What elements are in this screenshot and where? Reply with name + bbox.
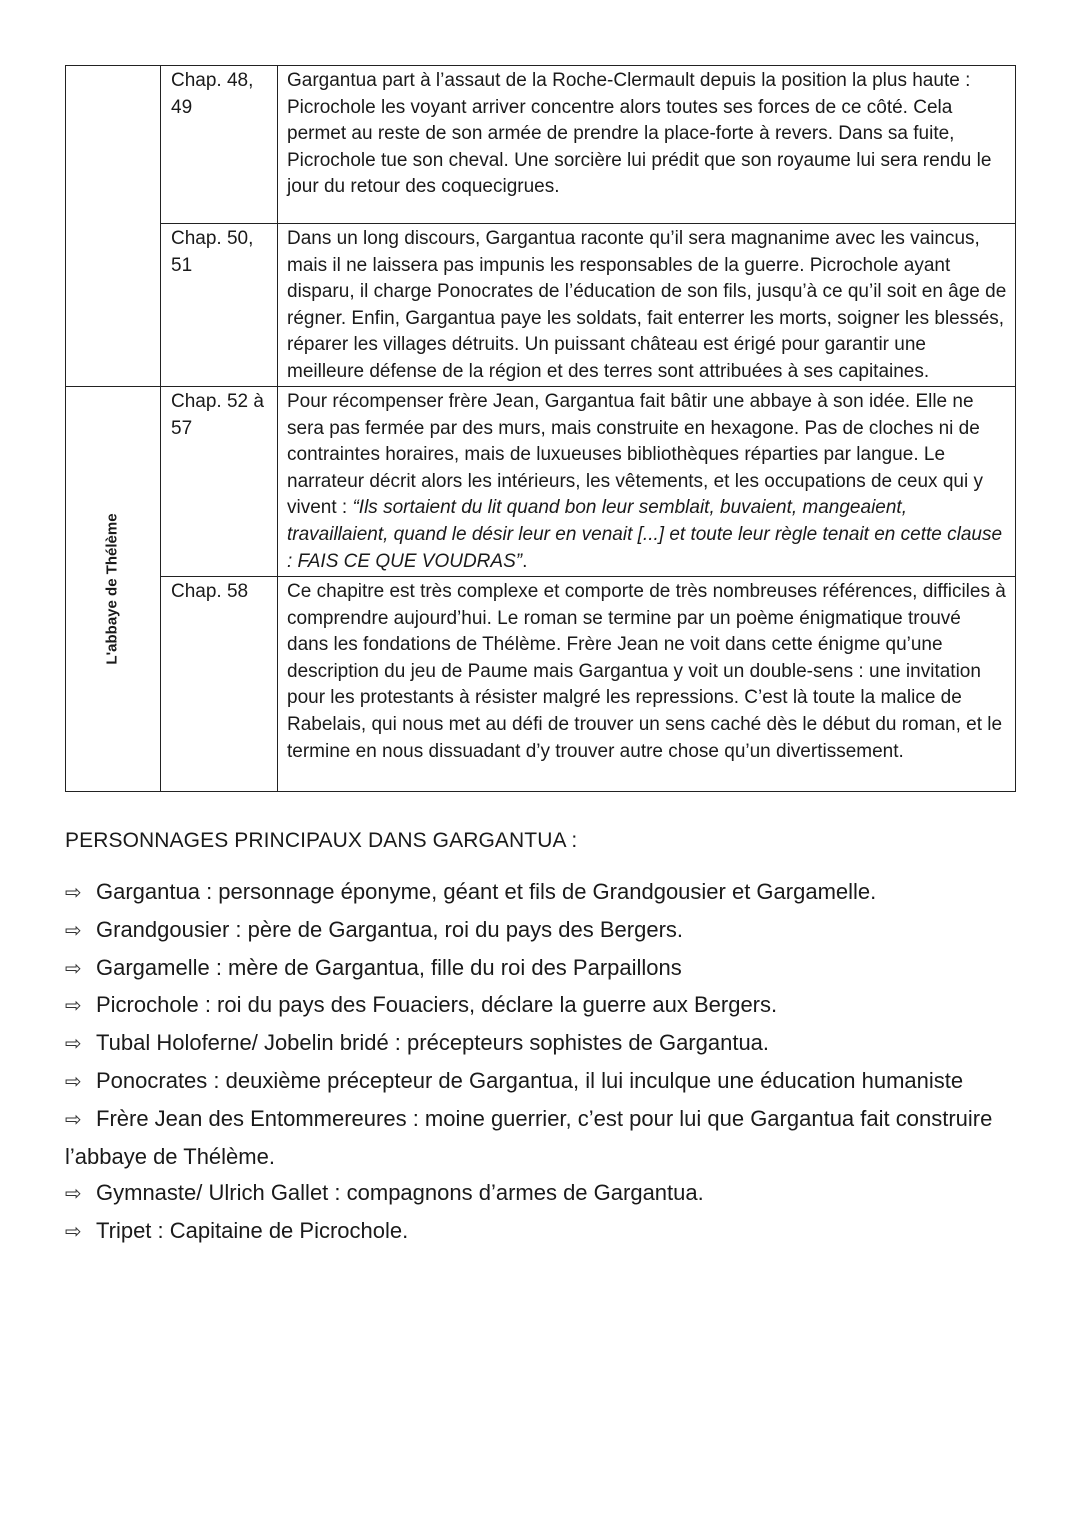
summary-cell — [278, 387, 1016, 577]
right-arrow-icon: ⇨ — [65, 957, 82, 980]
right-arrow-icon: ⇨ — [65, 1070, 82, 1093]
summary-quote: “Ils sortaient du lit quand bon leur semblait, buvaient, mangeaient, travaillaient, quand le désir leur en venait [...] et toute leur règle tenait en cette clause : FAIS CE QUE VOUDRAS” — [287, 497, 1003, 572]
character-entry: Tubal Holoferne/ Jobelin bridé : précepteurs sophistes de Gargantua. — [96, 1030, 770, 1056]
right-arrow-icon: ⇨ — [65, 995, 82, 1018]
list-item — [65, 1025, 1025, 1063]
table-row — [66, 387, 1016, 577]
summary-cell: Ce chapitre est très complexe et comporte de très nombreuses références, difficiles à comprendre aujourd’hui. Le roman se termine par un poème énigmatique trouvé dans les fondations de Thélème. Frère Jean ne voit dans cette énigme qu’une description du jeu de Paume mais Gargantua y voit un double-sens : une invitation pour les protestants à résister malgré les repressions. C’est là toute la malice de Rabelais, qui nous met au défi de trouver un sens caché dès le début du roman, et le termine en nous dissuadant d’y trouver autre chose qu’un divertissement. — [278, 577, 1016, 792]
chapter-cell: Chap. 58 — [161, 577, 278, 792]
table-row — [66, 224, 1016, 387]
character-entry: Frère Jean des Entommereures : moine guerrier, c’est pour lui que Gargantua fait construire l’abbaye de Thélème. — [65, 1105, 993, 1169]
list-item — [65, 1213, 1025, 1251]
right-arrow-icon: ⇨ — [65, 919, 82, 942]
characters-section — [65, 826, 1025, 1251]
list-item — [65, 1101, 1025, 1176]
right-arrow-icon: ⇨ — [65, 1221, 82, 1244]
list-item — [65, 1063, 1025, 1101]
part-label: L'abbaye de Thélème — [103, 513, 121, 665]
part-cell — [66, 387, 161, 792]
character-entry: Tripet : Capitaine de Picrochole. — [96, 1218, 409, 1244]
chapter-cell: Chap. 48, 49 — [161, 66, 278, 224]
right-arrow-icon: ⇨ — [65, 1183, 82, 1206]
chapter-cell: Chap. 50, 51 — [161, 224, 278, 387]
character-entry: Grandgousier : père de Gargantua, roi du pays des Bergers. — [96, 916, 684, 942]
summary-tail: . — [522, 550, 528, 572]
character-entry: Picrochole : roi du pays des Fouaciers, déclare la guerre aux Bergers. — [96, 992, 778, 1018]
summary-text: Pour récompenser frère Jean, Gargantua fait bâtir une abbaye à son idée. Elle ne sera pas fermée par des murs, mais construite en hexagone. Pas de cloches ni de contraintes horaires, mais de luxueuses bibliothèques réparties par langue. Le narrateur décrit alors les intérieurs, les vêtements, et les occupations de ceux qui y vivent : — [287, 391, 983, 519]
characters-list — [65, 874, 1025, 1251]
summary-cell: Dans un long discours, Gargantua raconte qu’il sera magnanime avec les vaincus, mais il ne laissera pas impunis les responsables de la guerre. Picrochole ayant disparu, il charge Ponocrates de l’éducation de son fils, jusqu’à ce qu’il soit en âge de régner. Enfin, Gargantua paye les soldats, fait enterrer les morts, soigner les blessés, réparer les villages détruits. Un puissant château est érigé pour garantir une meilleure défense de la région et des terres sont attribuées à ses capitaines. — [278, 224, 1016, 387]
right-arrow-icon: ⇨ — [65, 882, 82, 904]
list-item — [65, 874, 1025, 912]
character-entry: Gargamelle : mère de Gargantua, fille du roi des Parpaillons — [96, 954, 682, 980]
summary-cell: Gargantua part à l’assaut de la Roche-Clermault depuis la position la plus haute : Picrochole les voyant arriver concentre alors toutes ses forces de ce côté. Cela permet au reste de son armée de prendre la place-forte à revers. Dans sa fuite, Picrochole tue son cheval. Une sorcière lui prédit que son royaume lui sera rendu le jour du retour des coquecigrues. — [278, 66, 1016, 224]
right-arrow-icon: ⇨ — [65, 1108, 82, 1131]
part-cell-empty — [66, 66, 161, 387]
chapter-cell: Chap. 52 à 57 — [161, 387, 278, 577]
characters-title: PERSONNAGES PRINCIPAUX DANS GARGANTUA : — [65, 829, 578, 852]
table-row — [66, 577, 1016, 792]
list-item — [65, 950, 1025, 988]
right-arrow-icon: ⇨ — [65, 1033, 82, 1056]
list-item — [65, 912, 1025, 950]
list-item — [65, 987, 1025, 1025]
table-row — [66, 66, 1016, 224]
chapter-summary-table — [65, 65, 1016, 792]
character-entry: Ponocrates : deuxième précepteur de Gargantua, il lui inculque une éducation humaniste — [96, 1067, 964, 1093]
list-item — [65, 1175, 1025, 1213]
character-entry: Gargantua : personnage éponyme, géant et fils de Grandgousier et Gargamelle. — [96, 879, 877, 904]
character-entry: Gymnaste/ Ulrich Gallet : compagnons d’armes de Gargantua. — [96, 1180, 704, 1206]
